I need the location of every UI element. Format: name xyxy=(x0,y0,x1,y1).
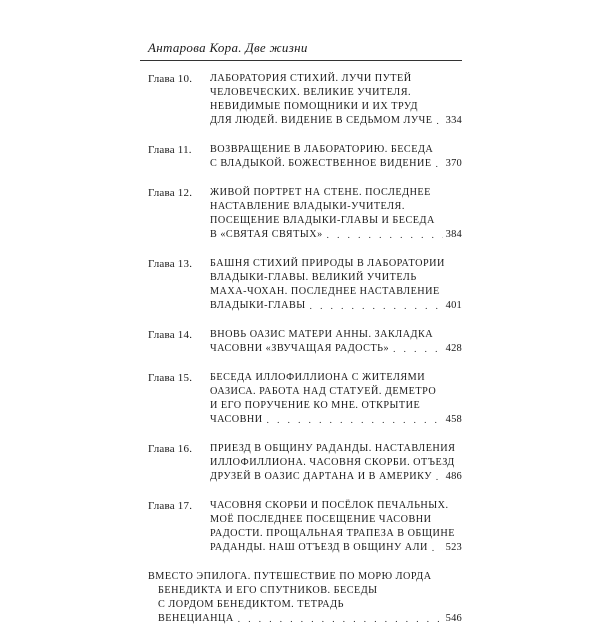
toc-entry xyxy=(148,442,462,484)
title-line: С ВЛАДЫКОЙ. БОЖЕСТВЕННОЕ ВИДЕНИЕ xyxy=(210,158,432,169)
chapter-word: Глава xyxy=(148,329,175,341)
title-line: ПОСЕЩЕНИЕ ВЛАДЫКИ-ГЛАВЫ И БЕСЕДА xyxy=(210,215,435,226)
title-line: РАДАНДЫ. НАШ ОТЪЕЗД В ОБЩИНУ АЛИ xyxy=(210,542,428,553)
title-line: ВЕНЕЦИАНЦА xyxy=(158,613,234,624)
chapter-number: 17. xyxy=(177,500,193,512)
dot-leader xyxy=(436,114,442,128)
title-line: ВЛАДЫКИ-ГЛАВЫ. ВЕЛИКИЙ УЧИТЕЛЬ xyxy=(210,272,417,283)
toc-entry xyxy=(148,257,462,313)
chapter-title xyxy=(210,186,462,242)
dot-leader xyxy=(436,470,443,484)
running-header: Антарова Кора. Две жизни xyxy=(148,40,308,55)
title-line: И ЕГО ПОРУЧЕНИЕ КО МНЕ. ОТКРЫТИЕ xyxy=(210,400,421,411)
title-last-line xyxy=(210,541,462,555)
chapter-title xyxy=(210,371,462,427)
page-number: 384 xyxy=(445,229,462,240)
toc-entry xyxy=(148,570,462,626)
title-line: ОАЗИСА. РАБОТА НАД СТАТУЕЙ. ДЕМЕТРО xyxy=(210,386,437,397)
toc-entry xyxy=(148,72,462,128)
title-line: ВЛАДЫКИ-ГЛАВЫ xyxy=(210,300,306,311)
chapter-label xyxy=(148,72,192,86)
page-number: 486 xyxy=(445,471,462,482)
chapter-word: Глава xyxy=(148,73,175,85)
dot-leader xyxy=(310,299,443,313)
chapter-word: Глава xyxy=(148,144,175,156)
chapter-label xyxy=(148,186,192,200)
title-line: ВОЗВРАЩЕНИЕ В ЛАБОРАТОРИЮ. БЕСЕДА xyxy=(210,144,434,155)
page-number: 401 xyxy=(445,300,462,311)
title-last-line xyxy=(210,299,462,313)
toc-entry xyxy=(148,499,462,555)
title-line: МОЁ ПОСЛЕДНЕЕ ПОСЕЩЕНИЕ ЧАСОВНИ xyxy=(210,514,432,525)
title-line: ЧАСОВНИ xyxy=(210,414,263,425)
title-last-line xyxy=(210,342,462,356)
title-last-line xyxy=(210,228,462,242)
chapter-title xyxy=(210,257,462,313)
chapter-number: 11. xyxy=(177,144,192,156)
dot-leader xyxy=(267,413,443,427)
toc-entry xyxy=(148,328,462,356)
chapter-label xyxy=(148,257,192,271)
chapter-word: Глава xyxy=(148,443,175,455)
chapter-title xyxy=(210,72,462,128)
title-line: БЕСЕДА ИЛЛОФИЛЛИОНА С ЖИТЕЛЯМИ xyxy=(210,372,426,383)
title-last-line xyxy=(210,470,462,484)
page-number: 546 xyxy=(445,613,462,624)
chapter-word: Глава xyxy=(148,500,175,512)
chapter-label xyxy=(148,143,192,157)
title-last-line xyxy=(148,612,462,626)
title-line: ВНОВЬ ОАЗИС МАТЕРИ АННЫ. ЗАКЛАДКА xyxy=(210,329,434,340)
page-number: 523 xyxy=(445,542,462,553)
chapter-number: 10. xyxy=(177,73,193,85)
title-line: НЕВИДИМЫЕ ПОМОЩНИКИ И ИХ ТРУД xyxy=(210,101,419,112)
title-last-line xyxy=(210,114,462,128)
title-line: В «СВЯТАЯ СВЯТЫХ» xyxy=(210,229,323,240)
chapter-word: Глава xyxy=(148,187,175,199)
page-number: 458 xyxy=(445,414,462,425)
title-line: РАДОСТИ. ПРОЩАЛЬНАЯ ТРАПЕЗА В ОБЩИНЕ xyxy=(210,528,455,539)
chapter-title xyxy=(210,442,462,484)
chapter-word: Глава xyxy=(148,372,175,384)
title-line: ЧАСОВНИ «ЗВУЧАЩАЯ РАДОСТЬ» xyxy=(210,343,390,354)
title-line: ЛАБОРАТОРИЯ СТИХИЙ. ЛУЧИ ПУТЕЙ xyxy=(210,73,412,84)
chapter-title xyxy=(148,570,462,626)
page-number: 334 xyxy=(445,115,462,126)
chapter-number: 15. xyxy=(177,372,193,384)
chapter-number: 16. xyxy=(177,443,193,455)
title-line: ВМЕСТО ЭПИЛОГА. ПУТЕШЕСТВИЕ ПО МОРЮ ЛОРДА xyxy=(148,571,432,582)
title-line: ДЛЯ ЛЮДЕЙ. ВИДЕНИЕ В СЕДЬМОМ ЛУЧЕ xyxy=(210,115,433,126)
toc-entry xyxy=(148,186,462,242)
chapter-number: 14. xyxy=(177,329,193,341)
header-rule xyxy=(140,60,462,61)
chapter-number: 12. xyxy=(177,187,193,199)
dot-leader xyxy=(327,228,443,242)
title-line: ЧАСОВНЯ СКОРБИ И ПОСЁЛОК ПЕЧАЛЬНЫХ. xyxy=(210,500,449,511)
dot-leader xyxy=(432,541,443,555)
toc-entry xyxy=(148,143,462,171)
chapter-number: 13. xyxy=(177,258,193,270)
page-number: 370 xyxy=(445,158,462,169)
title-line: МАХА-ЧОХАН. ПОСЛЕДНЕЕ НАСТАВЛЕНИЕ xyxy=(210,286,440,297)
chapter-label xyxy=(148,499,192,513)
chapter-title xyxy=(210,143,462,171)
page-number: 428 xyxy=(445,343,462,354)
chapter-word: Глава xyxy=(148,258,175,270)
dot-leader xyxy=(393,342,443,356)
dot-leader xyxy=(436,157,443,171)
title-line: ПРИЕЗД В ОБЩИНУ РАДАНДЫ. НАСТАВЛЕНИЯ xyxy=(210,443,456,454)
chapter-title xyxy=(210,499,462,555)
title-last-line xyxy=(210,413,462,427)
chapter-label xyxy=(148,442,192,456)
title-line: ИЛЛОФИЛЛИОНА. ЧАСОВНЯ СКОРБИ. ОТЪЕЗД xyxy=(210,457,455,468)
toc-entry xyxy=(148,371,462,427)
dot-leader xyxy=(238,612,443,626)
title-line: БЕНЕДИКТА И ЕГО СПУТНИКОВ. БЕСЕДЫ xyxy=(158,585,378,596)
title-line: ЧЕЛОВЕЧЕСКИХ. ВЕЛИКИЕ УЧИТЕЛЯ. xyxy=(210,87,412,98)
title-last-line xyxy=(210,157,462,171)
title-line: НАСТАВЛЕНИЕ ВЛАДЫКИ-УЧИТЕЛЯ. xyxy=(210,201,405,212)
chapter-label xyxy=(148,371,192,385)
title-line: БАШНЯ СТИХИЙ ПРИРОДЫ В ЛАБОРАТОРИИ xyxy=(210,258,445,269)
title-line: ЖИВОЙ ПОРТРЕТ НА СТЕНЕ. ПОСЛЕДНЕЕ xyxy=(210,187,431,198)
chapter-label xyxy=(148,328,192,342)
chapter-title xyxy=(210,328,462,356)
title-line: С ЛОРДОМ БЕНЕДИКТОМ. ТЕТРАДЬ xyxy=(158,599,344,610)
title-line: ДРУЗЕЙ В ОАЗИС ДАРТАНА И В АМЕРИКУ xyxy=(210,471,432,482)
table-of-contents xyxy=(148,72,462,641)
